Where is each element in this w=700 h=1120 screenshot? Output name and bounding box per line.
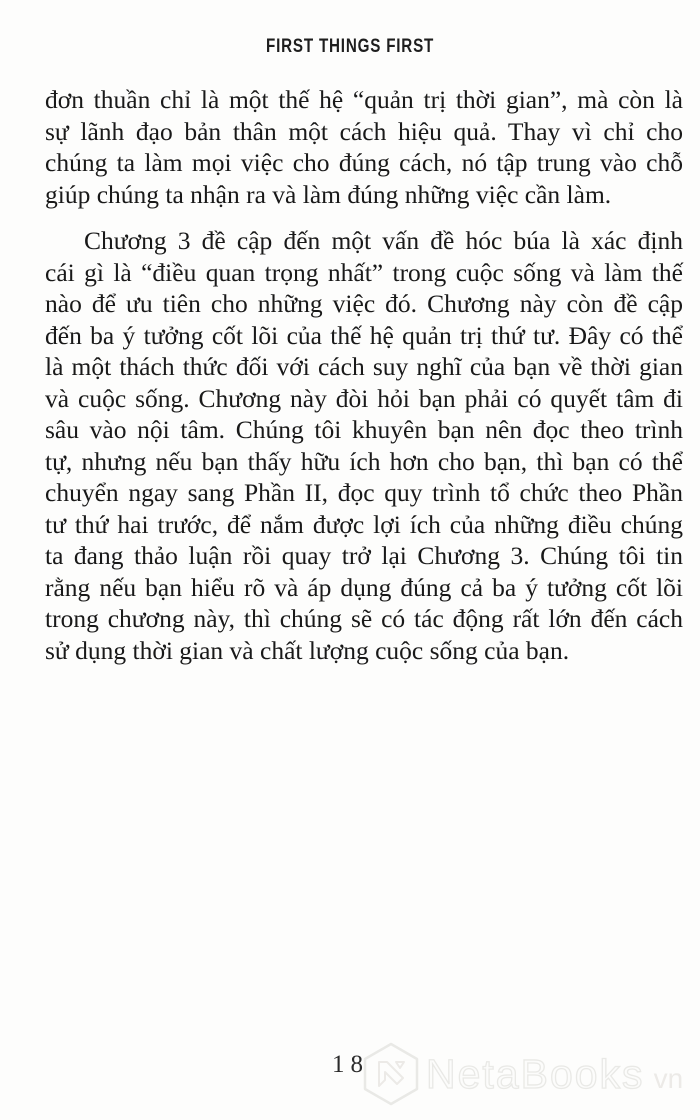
text-line: ta đang thảo luận rồi quay trở lại Chương 3. Chúng tôi tin	[45, 541, 683, 570]
text-line: chúng ta làm mọi việc cho đúng cách, nó tập trung vào chỗ	[45, 148, 683, 177]
page-number: 18	[332, 1051, 369, 1078]
text-line: là một thách thức đối với cách suy nghĩ của bạn về thời gian	[45, 352, 683, 381]
text-line: rằng nếu bạn hiểu rõ và áp dụng đúng cả ba ý tưởng cốt lõi	[45, 572, 683, 602]
text-line: cái gì là “điều quan trọng nhất” trong cuộc sống và làm thế	[45, 257, 683, 287]
paragraph	[45, 84, 683, 210]
text-line: nào để ưu tiên cho những việc đó. Chương này còn đề cập	[45, 289, 683, 318]
text-line: trong chương này, thì chúng sẽ có tác động rất lớn đến cách	[45, 604, 683, 633]
text-line: giúp chúng ta nhận ra và làm đúng những việc cần làm.	[45, 179, 612, 209]
watermark	[363, 1042, 683, 1106]
text-line: và cuộc sống. Chương này đòi hỏi bạn phải có quyết tâm đi	[45, 383, 683, 413]
text-line: sự lãnh đạo bản thân một cách hiệu quả. Thay vì chỉ cho	[45, 116, 683, 146]
running-head	[0, 36, 700, 58]
text-line: Chương 3 đề cập đến một vấn đề hóc búa là xác định	[84, 226, 683, 255]
text-line: tự, nhưng nếu bạn thấy hữu ích hơn cho bạn, thì bạn có thể	[45, 446, 683, 476]
hexagon-n-icon	[363, 1042, 419, 1106]
text-line: sử dụng thời gian và chất lượng cuộc sống của bạn.	[45, 635, 570, 665]
paragraph	[45, 225, 683, 666]
text-line: đơn thuần chỉ là một thế hệ “quản trị thời gian”, mà còn là	[45, 85, 683, 114]
body-text	[45, 84, 683, 666]
text-line: chuyển ngay sang Phần II, đọc quy trình tổ chức theo Phần	[45, 478, 683, 507]
watermark-brand: NetaBooks	[426, 1050, 645, 1097]
watermark-tld: vn	[653, 1063, 684, 1094]
text-line: đến ba ý tưởng cốt lõi của thế hệ quản trị thứ tư. Đây có thể	[45, 320, 683, 350]
running-head-text: FIRST THINGS FIRST	[265, 36, 435, 57]
text-line: tư thứ hai trước, để nắm được lợi ích của những điều chúng	[45, 509, 683, 539]
text-line: sâu vào nội tâm. Chúng tôi khuyên bạn nên đọc theo trình	[45, 415, 683, 444]
